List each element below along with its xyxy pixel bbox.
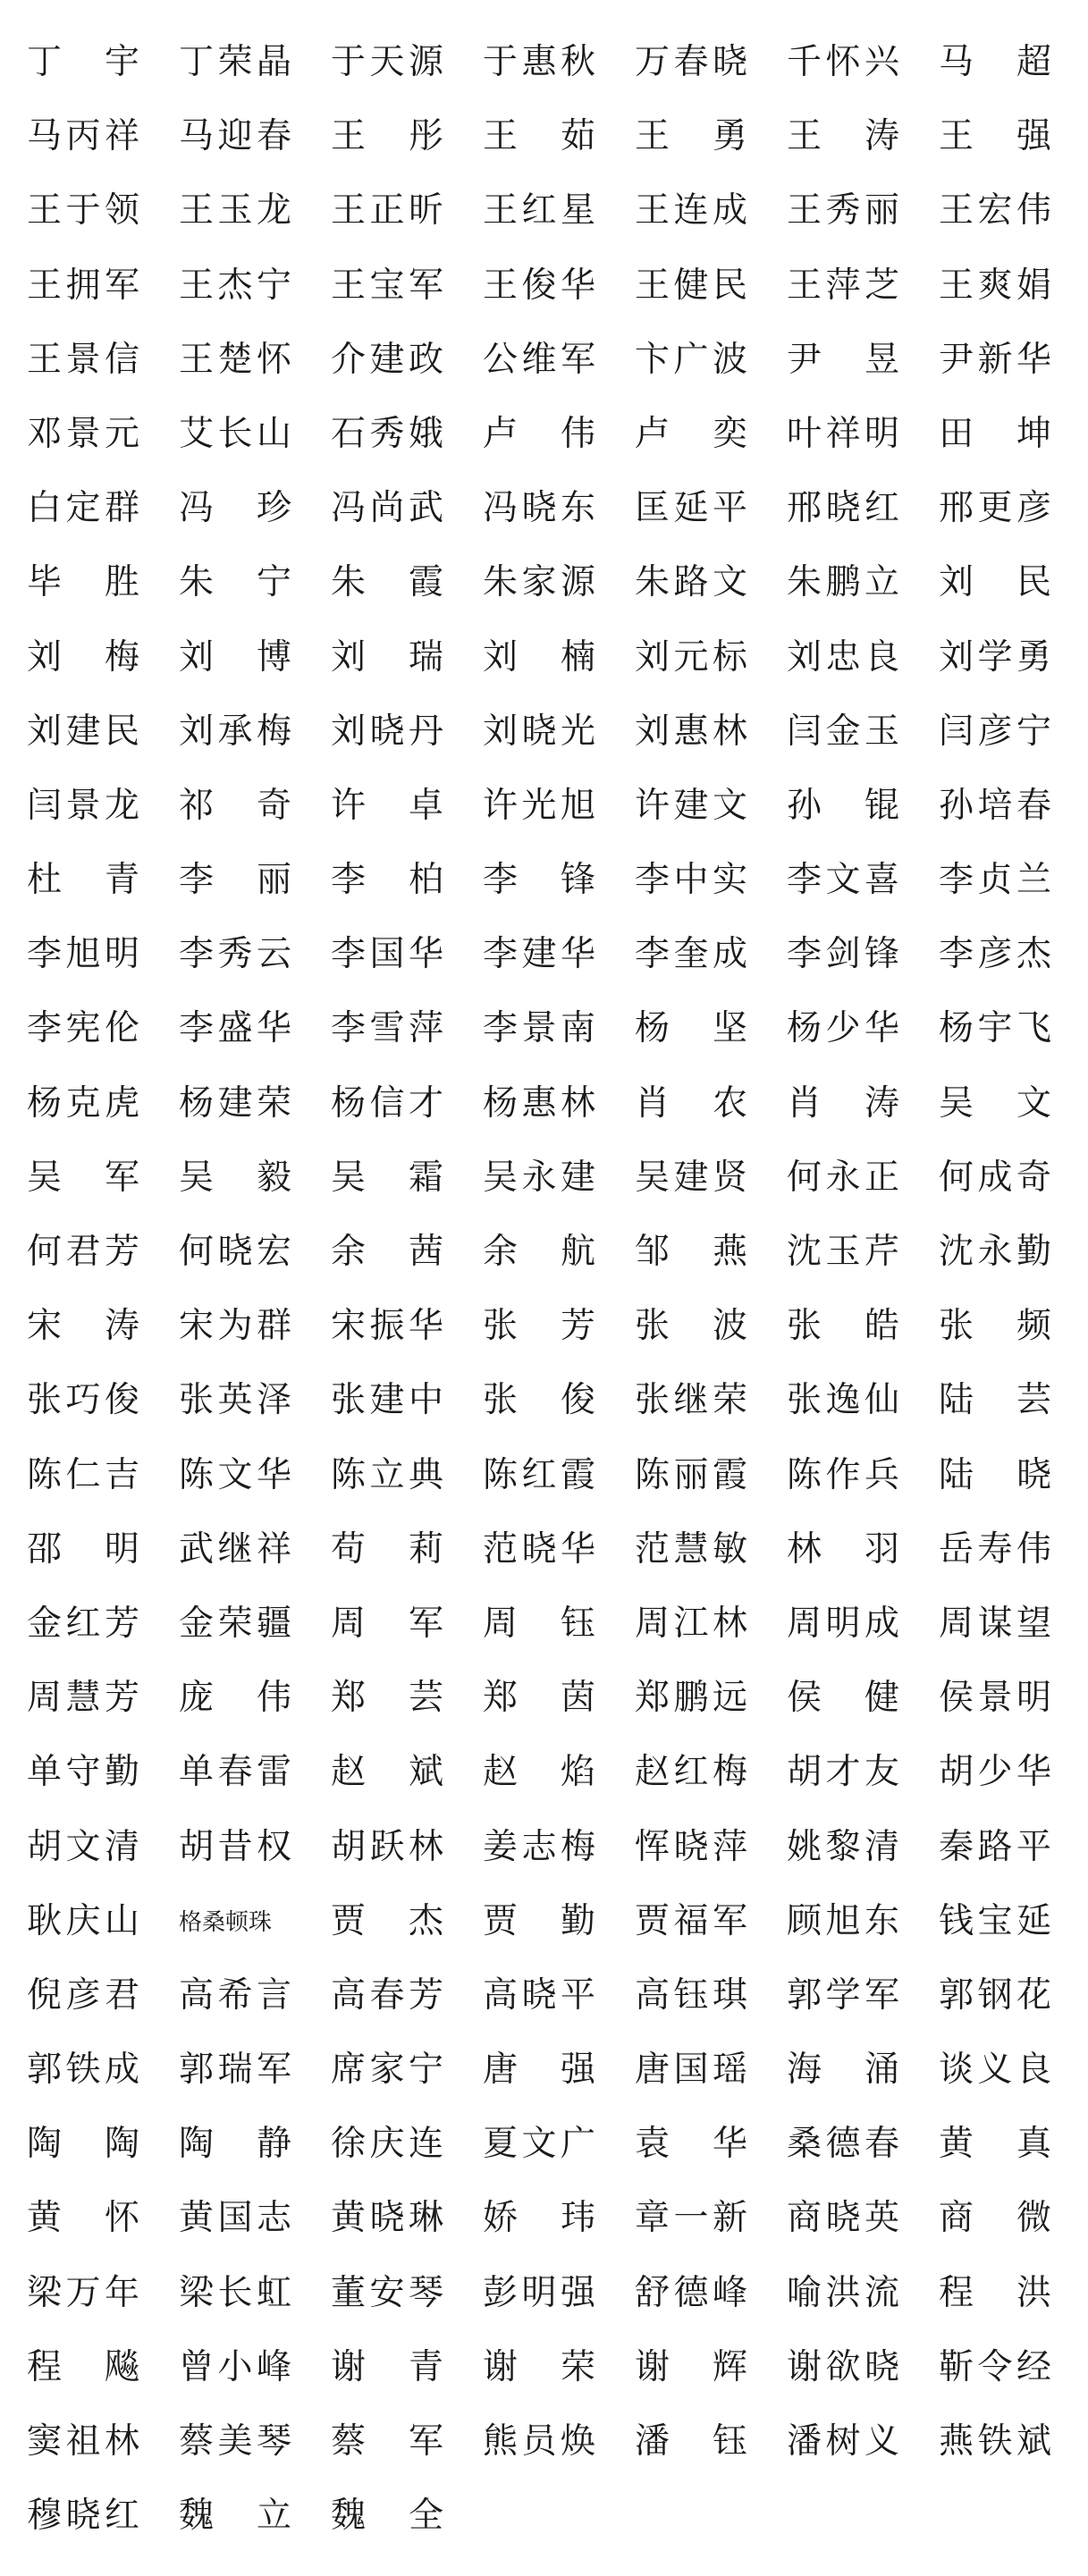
name-entry: 吴毅 [179, 1157, 291, 1198]
name-entry: 朱霞 [331, 562, 443, 603]
name-entry: 刘民 [939, 562, 1051, 603]
name-entry: 王茹 [483, 116, 595, 157]
name-entry: 杨信才 [331, 1082, 443, 1124]
name-entry: 姚黎清 [787, 1826, 899, 1867]
name-entry: 谈义良 [939, 2050, 1051, 2091]
name-entry: 赵焰 [483, 1752, 595, 1793]
name-entry: 张建中 [331, 1380, 443, 1421]
name-entry: 范晓华 [483, 1528, 595, 1570]
name-entry: 周明成 [787, 1603, 899, 1644]
name-entry: 祁奇 [179, 785, 291, 826]
name-entry: 刘晓丹 [331, 711, 443, 752]
name-entry: 贾杰 [331, 1900, 443, 1941]
name-entry: 王健民 [635, 265, 747, 306]
name-entry: 靳令经 [939, 2346, 1051, 2387]
name-entry: 王彤 [331, 116, 443, 157]
name-entry: 庞伟 [179, 1678, 291, 1719]
name-entry: 郑芸 [331, 1678, 443, 1719]
name-entry: 胡少华 [939, 1752, 1051, 1793]
name-entry: 公维军 [483, 339, 595, 380]
name-entry: 郑茵 [483, 1678, 595, 1719]
name-entry: 刘瑞 [331, 636, 443, 678]
name-entry: 吴军 [27, 1157, 139, 1198]
name-entry: 邢晓红 [787, 488, 899, 529]
name-entry: 王涛 [787, 116, 899, 157]
name-entry: 秦路平 [939, 1826, 1051, 1867]
name-entry: 杨惠林 [483, 1082, 595, 1124]
name-entry: 黄晓琳 [331, 2198, 443, 2239]
name-entry: 胡跃林 [331, 1826, 443, 1867]
name-entry: 李景南 [483, 1008, 595, 1049]
name-entry: 张巧俊 [27, 1380, 139, 1421]
name-entry: 叶祥明 [787, 413, 899, 454]
name-entry: 彭明强 [483, 2272, 595, 2313]
name-entry: 娇玮 [483, 2198, 595, 2239]
name-entry: 王俊华 [483, 265, 595, 306]
name-entry: 武继祥 [179, 1528, 291, 1570]
name-entry: 王宝军 [331, 265, 443, 306]
name-entry: 赵斌 [331, 1752, 443, 1793]
name-entry: 冯尚武 [331, 488, 443, 529]
name-entry: 李柏 [331, 860, 443, 901]
name-entry: 吴文 [939, 1082, 1051, 1124]
name-entry: 郭瑞军 [179, 2050, 291, 2091]
name-entry: 王红星 [483, 190, 595, 232]
name-entry: 陈文华 [179, 1454, 291, 1495]
name-entry: 孙锟 [787, 785, 899, 826]
name-entry: 邹燕 [635, 1232, 747, 1272]
name-entry: 毕胜 [27, 562, 139, 603]
name-entry: 王玉龙 [179, 190, 291, 232]
name-entry: 熊员焕 [483, 2421, 595, 2462]
name-entry: 陈作兵 [787, 1454, 899, 1495]
name-entry: 喻洪流 [787, 2272, 899, 2313]
name-entry: 郑鹏远 [635, 1678, 747, 1719]
name-entry: 王秀丽 [787, 190, 899, 232]
name-entry: 千怀兴 [787, 42, 899, 82]
name-entry: 万春晓 [635, 42, 747, 82]
name-entry: 王宏伟 [939, 190, 1051, 232]
name-entry: 许光旭 [483, 785, 595, 826]
name-entry: 谢青 [331, 2346, 443, 2387]
name-entry: 马超 [939, 42, 1051, 82]
name-entry: 陶静 [179, 2124, 291, 2165]
name-entry: 马丙祥 [27, 116, 139, 157]
name-entry: 陆晓 [939, 1454, 1051, 1495]
name-entry: 魏全 [331, 2496, 443, 2537]
name-entry: 刘承梅 [179, 711, 291, 752]
name-entry: 朱路文 [635, 562, 747, 603]
name-entry: 赵红梅 [635, 1752, 747, 1793]
name-entry: 余航 [483, 1232, 595, 1272]
name-entry: 李盛华 [179, 1008, 291, 1049]
name-entry: 杨宇飞 [939, 1008, 1051, 1049]
name-entry: 袁华 [635, 2124, 747, 2165]
name-entry: 闫金玉 [787, 711, 899, 752]
name-entry: 杨建荣 [179, 1082, 291, 1124]
name-entry: 张频 [939, 1306, 1051, 1347]
name-entry: 程飚 [27, 2346, 139, 2387]
name-entry: 卢奕 [635, 413, 747, 454]
name-entry: 贾福军 [635, 1900, 747, 1941]
name-entry: 石秀娥 [331, 413, 443, 454]
name-entry: 姜志梅 [483, 1826, 595, 1867]
name-entry: 白定群 [27, 488, 139, 529]
name-entry: 陈仁吉 [27, 1454, 139, 1495]
name-entry: 邓景元 [27, 413, 139, 454]
name-entry: 梁万年 [27, 2272, 139, 2313]
name-entry: 魏立 [179, 2496, 291, 2537]
name-entry: 许卓 [331, 785, 443, 826]
name-entry: 刘晓光 [483, 711, 595, 752]
name-entry: 蔡军 [331, 2421, 443, 2462]
name-entry: 海涌 [787, 2050, 899, 2091]
name-entry: 周钰 [483, 1603, 595, 1644]
name-entry: 桑德春 [787, 2124, 899, 2165]
name-entry: 侯景明 [939, 1678, 1051, 1719]
name-entry: 郭学军 [787, 1974, 899, 2016]
name-entry: 李雪萍 [331, 1008, 443, 1049]
name-entry: 沈永勤 [939, 1232, 1051, 1272]
name-entry: 李国华 [331, 934, 443, 975]
name-entry: 李旭明 [27, 934, 139, 975]
name-entry: 许建文 [635, 785, 747, 826]
name-entry: 沈玉芹 [787, 1232, 899, 1272]
name-entry: 岳寿伟 [939, 1528, 1051, 1570]
name-entry: 李剑锋 [787, 934, 899, 975]
name-entry: 王景信 [27, 339, 139, 380]
name-entry: 卞广波 [635, 339, 747, 380]
name-entry: 商晓英 [787, 2198, 899, 2239]
name-entry: 吴建贤 [635, 1157, 747, 1198]
name-entry: 张波 [635, 1306, 747, 1347]
name-entry: 马迎春 [179, 116, 291, 157]
name-entry: 燕铁斌 [939, 2421, 1051, 2462]
name-entry: 吴永建 [483, 1157, 595, 1198]
name-entry: 潘树义 [787, 2421, 899, 2462]
name-entry: 侯健 [787, 1678, 899, 1719]
name-entry: 周江林 [635, 1603, 747, 1644]
name-entry: 李丽 [179, 860, 291, 901]
name-entry: 何晓宏 [179, 1232, 291, 1272]
name-entry: 卢伟 [483, 413, 595, 454]
name-entry: 吴霜 [331, 1157, 443, 1198]
name-entry: 周慧芳 [27, 1678, 139, 1719]
name-entry: 郭铁成 [27, 2050, 139, 2091]
name-entry: 李文喜 [787, 860, 899, 901]
name-entry: 单春雷 [179, 1752, 291, 1793]
name-entry: 穆晓红 [27, 2496, 139, 2537]
name-entry: 顾旭东 [787, 1900, 899, 1941]
name-entry: 冯晓东 [483, 488, 595, 529]
name-entry: 孙培春 [939, 785, 1051, 826]
name-entry: 单守勤 [27, 1752, 139, 1793]
name-entry: 潘钰 [635, 2421, 747, 2462]
name-entry: 王杰宁 [179, 265, 291, 306]
name-entry: 艾长山 [179, 413, 291, 454]
name-entry: 冯珍 [179, 488, 291, 529]
name-entry: 舒德峰 [635, 2272, 747, 2313]
name-entry: 高钰琪 [635, 1974, 747, 2016]
name-entry: 杨克虎 [27, 1082, 139, 1124]
name-entry: 金红芳 [27, 1603, 139, 1644]
name-entry: 尹新华 [939, 339, 1051, 380]
name-entry: 宋为群 [179, 1306, 291, 1347]
name-entry: 李贞兰 [939, 860, 1051, 901]
name-entry: 王爽娟 [939, 265, 1051, 306]
name-entry: 宋涛 [27, 1306, 139, 1347]
name-entry: 邵明 [27, 1528, 139, 1570]
name-entry: 商微 [939, 2198, 1051, 2239]
name-entry: 何君芳 [27, 1232, 139, 1272]
name-entry: 王连成 [635, 190, 747, 232]
name-entry: 倪彦君 [27, 1974, 139, 2016]
name-entry: 介建政 [331, 339, 443, 380]
name-entry: 贾勤 [483, 1900, 595, 1941]
name-entry: 谢辉 [635, 2346, 747, 2387]
name-entry: 王楚怀 [179, 339, 291, 380]
name-entry: 胡文清 [27, 1826, 139, 1867]
name-entry: 唐国瑶 [635, 2050, 747, 2091]
name-entry: 金荣疆 [179, 1603, 291, 1644]
name-entry: 闫彦宁 [939, 711, 1051, 752]
name-entry: 张继荣 [635, 1380, 747, 1421]
name-entry: 高春芳 [331, 1974, 443, 2016]
name-entry: 肖涛 [787, 1082, 899, 1124]
name-entry: 何成奇 [939, 1157, 1051, 1198]
name-entry: 耿庆山 [27, 1900, 139, 1941]
name-entry: 黄国志 [179, 2198, 291, 2239]
name-entry: 李奎成 [635, 934, 747, 975]
name-entry: 胡昔权 [179, 1826, 291, 1867]
name-entry: 刘学勇 [939, 636, 1051, 678]
name-entry: 李中实 [635, 860, 747, 901]
name-entry: 丁荣晶 [179, 42, 291, 82]
name-entry: 李建华 [483, 934, 595, 975]
name-entry: 李彦杰 [939, 934, 1051, 975]
name-entry: 梁长虹 [179, 2272, 291, 2313]
name-entry: 黄真 [939, 2124, 1051, 2165]
name-entry: 朱宁 [179, 562, 291, 603]
name-entry: 徐庆连 [331, 2124, 443, 2165]
name-entry: 郭钢花 [939, 1974, 1051, 2016]
name-entry: 张芳 [483, 1306, 595, 1347]
name-entry: 席家宁 [331, 2050, 443, 2091]
name-entry: 章一新 [635, 2198, 747, 2239]
name-entry: 刘梅 [27, 636, 139, 678]
name-entry: 闫景龙 [27, 785, 139, 826]
name-entry: 张皓 [787, 1306, 899, 1347]
name-entry: 王勇 [635, 116, 747, 157]
name-entry: 于天源 [331, 42, 443, 82]
name-entry: 刘惠林 [635, 711, 747, 752]
name-entry: 宋振华 [331, 1306, 443, 1347]
name-entry: 朱家源 [483, 562, 595, 603]
name-entry: 胡才友 [787, 1752, 899, 1793]
name-entry: 陶陶 [27, 2124, 139, 2165]
name-entry: 于惠秋 [483, 42, 595, 82]
name-entry: 蔡美琴 [179, 2421, 291, 2462]
name-entry: 余茜 [331, 1232, 443, 1272]
name-entry: 肖农 [635, 1082, 747, 1124]
name-entry: 王正昕 [331, 190, 443, 232]
name-entry: 张逸仙 [787, 1380, 899, 1421]
name-entry: 刘博 [179, 636, 291, 678]
name-entry: 朱鹏立 [787, 562, 899, 603]
name-entry: 尹昱 [787, 339, 899, 380]
name-entry: 陈红霞 [483, 1454, 595, 1495]
name-entry: 刘忠良 [787, 636, 899, 678]
name-entry: 窦祖林 [27, 2421, 139, 2462]
name-entry: 林羽 [787, 1528, 899, 1570]
name-entry: 谢荣 [483, 2346, 595, 2387]
name-entry: 李锋 [483, 860, 595, 901]
name-entry: 李秀云 [179, 934, 291, 975]
name-entry: 董安琴 [331, 2272, 443, 2313]
name-entry: 陆芸 [939, 1380, 1051, 1421]
name-entry: 周军 [331, 1603, 443, 1644]
name-entry: 王萍芝 [787, 265, 899, 306]
name-entry: 刘建民 [27, 711, 139, 752]
name-entry: 陈丽霞 [635, 1454, 747, 1495]
name-entry: 何永正 [787, 1157, 899, 1198]
name-entry: 高晓平 [483, 1974, 595, 2016]
name-entry: 夏文广 [483, 2124, 595, 2165]
name-entry: 丁宇 [27, 42, 139, 82]
name-entry: 谢欲晓 [787, 2346, 899, 2387]
name-entry: 刘楠 [483, 636, 595, 678]
name-entry: 邢更彦 [939, 488, 1051, 529]
name-entry: 范慧敏 [635, 1528, 747, 1570]
name-entry: 李宪伦 [27, 1008, 139, 1049]
name-entry: 刘元标 [635, 636, 747, 678]
name-entry: 苟莉 [331, 1528, 443, 1570]
name-grid [27, 42, 1088, 2572]
name-entry: 陈立典 [331, 1454, 443, 1495]
name-entry: 杜青 [27, 860, 139, 901]
name-entry: 王拥军 [27, 265, 139, 306]
name-entry: 黄怀 [27, 2198, 139, 2239]
name-entry: 曾小峰 [179, 2346, 291, 2387]
name-entry: 高希言 [179, 1974, 291, 2016]
name-entry: 唐强 [483, 2050, 595, 2091]
name-entry: 恽晓萍 [635, 1826, 747, 1867]
name-entry: 王强 [939, 116, 1051, 157]
name-entry: 张英泽 [179, 1380, 291, 1421]
name-entry: 杨少华 [787, 1008, 899, 1049]
name-entry: 钱宝延 [939, 1900, 1051, 1941]
name-entry: 杨坚 [635, 1008, 747, 1049]
name-entry: 张俊 [483, 1380, 595, 1421]
name-entry: 周谋望 [939, 1603, 1051, 1644]
name-entry: 匡延平 [635, 488, 747, 529]
name-entry: 程洪 [939, 2272, 1051, 2313]
name-entry: 格桑顿珠 [179, 1908, 273, 1936]
name-entry: 田坤 [939, 413, 1051, 454]
name-entry: 王于领 [27, 190, 139, 232]
